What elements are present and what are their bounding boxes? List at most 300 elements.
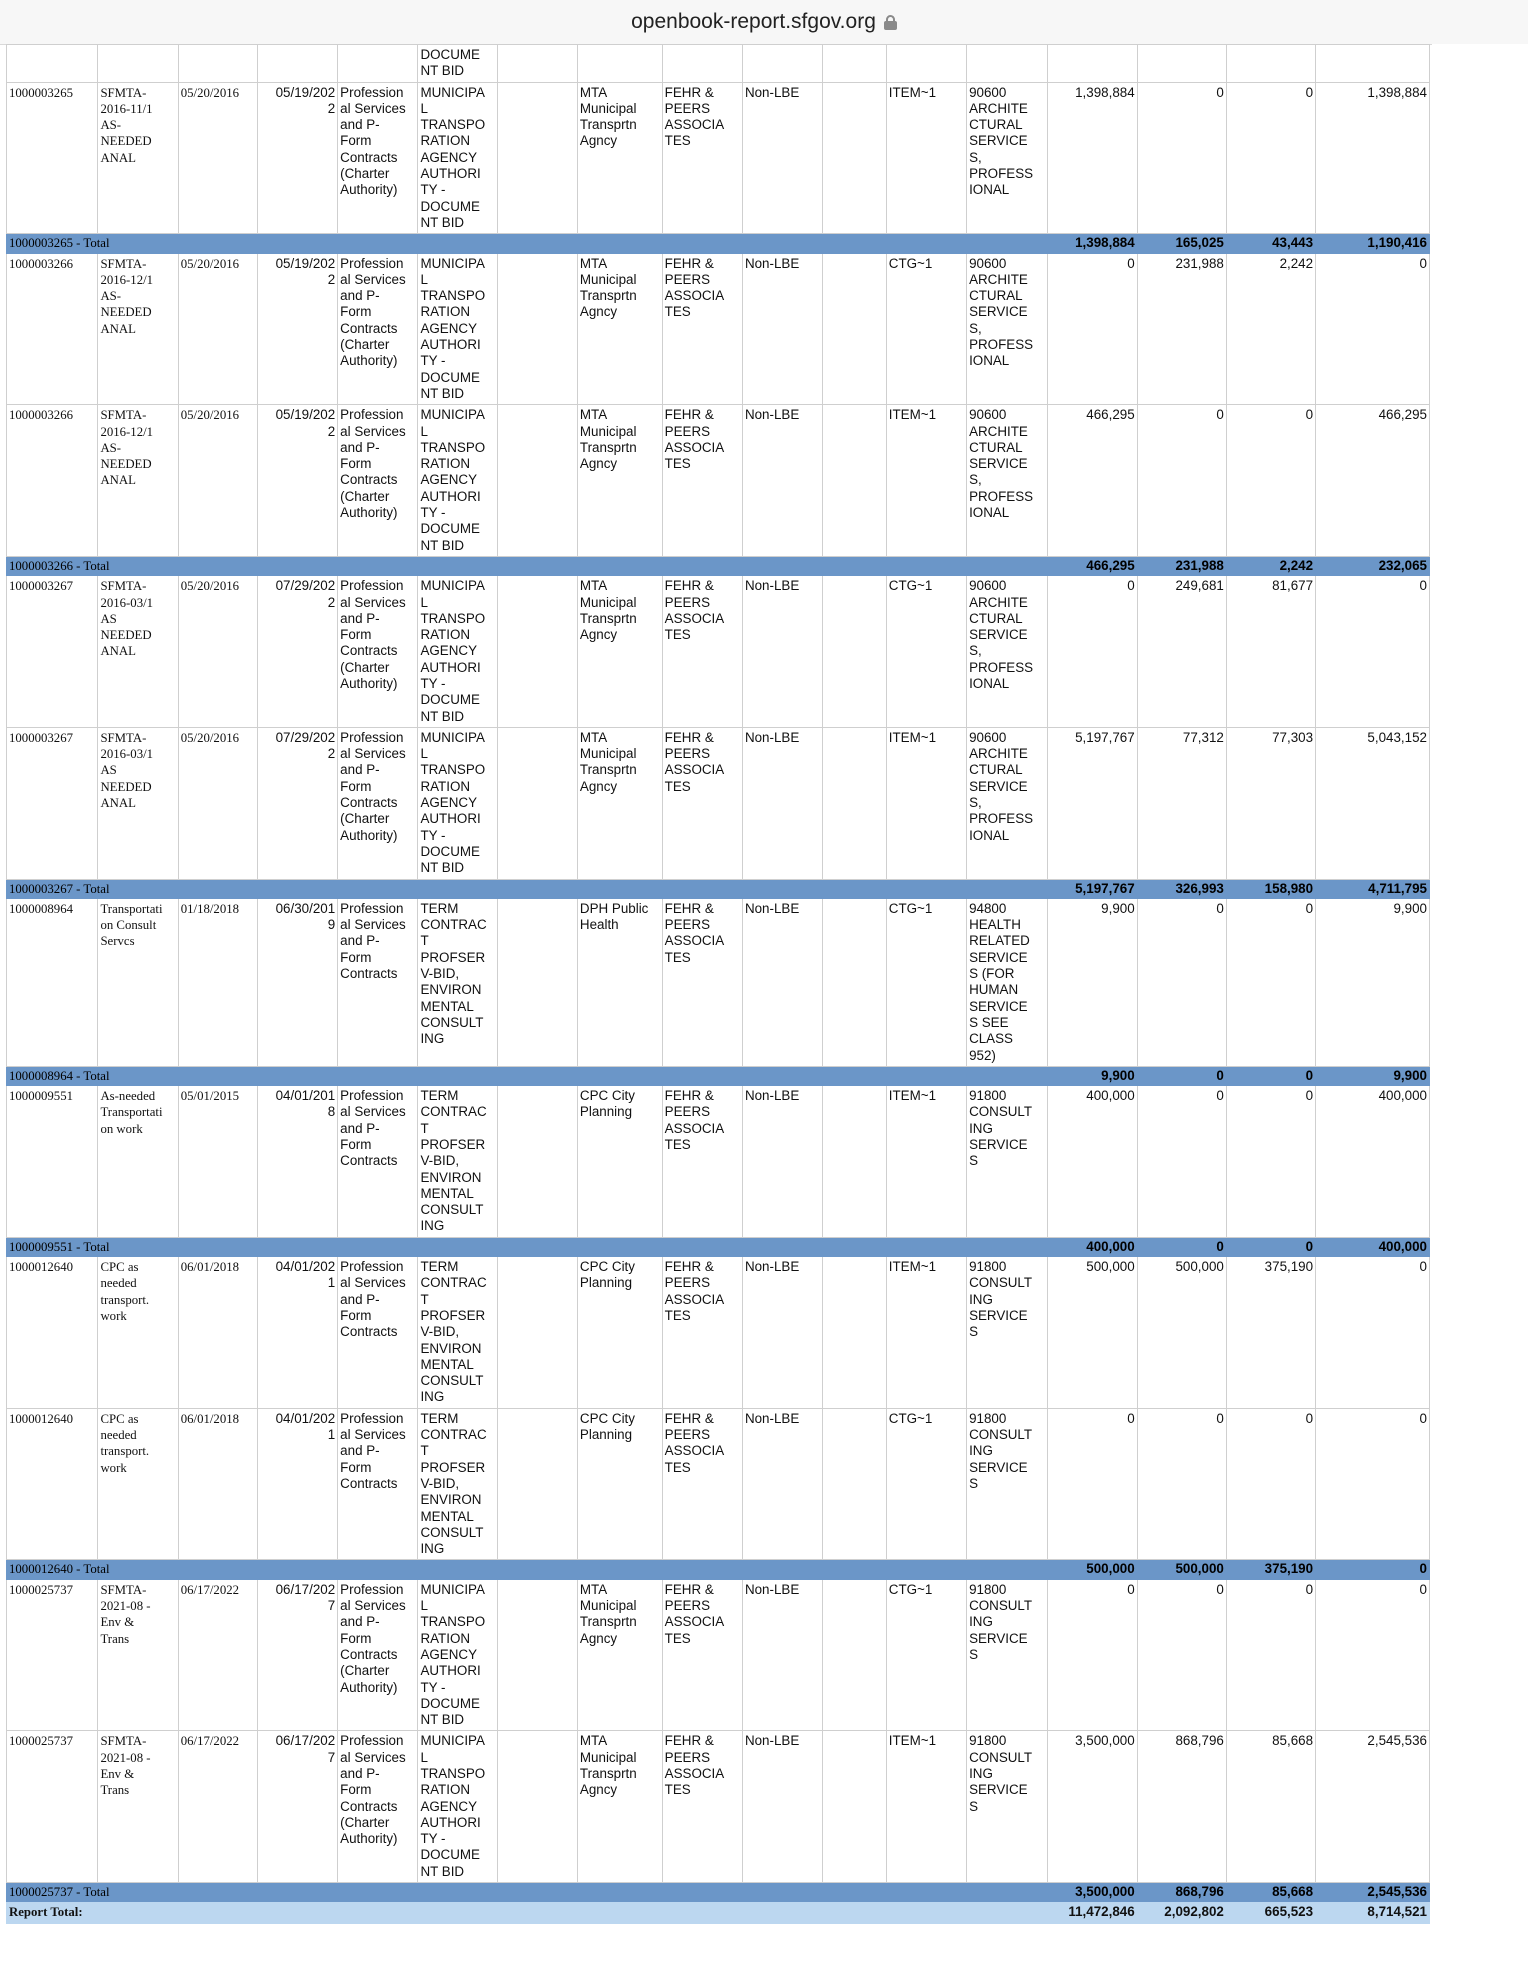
supplier-cell-line: ASSOCIA [664, 1765, 725, 1781]
contract-type-cell-line: al Services [340, 1275, 406, 1291]
description-cell-line: TERM [420, 900, 459, 916]
supplier-cell [662, 576, 742, 728]
total-amount-cell: 0 [1316, 1560, 1430, 1579]
commodity-cell-line: S (FOR [969, 966, 1015, 982]
commodity-cell-line: ARCHITE [969, 271, 1028, 287]
description-cell-line: MENTAL [420, 1185, 474, 1201]
amount-cell: 0 [1137, 405, 1226, 557]
commodity-cell-line: CONSULT [969, 1598, 1033, 1614]
po-title-cell [98, 82, 178, 234]
commodity-cell [967, 1731, 1048, 1883]
contract-type-cell-line: and P- [340, 288, 380, 304]
department-cell-line: Transprtn [579, 1765, 637, 1781]
supplier-cell-line: TES [664, 304, 691, 320]
description-cell-line: CONSULT [420, 1014, 484, 1030]
supplier-cell-line: ASSOCIA [664, 610, 725, 626]
subtotal-label: 1000003267 - Total [7, 879, 1048, 898]
empty-cell [497, 576, 577, 728]
supplier-cell-line: TES [664, 456, 691, 472]
contract-type-cell-line: Contracts [340, 1324, 398, 1340]
po-title-cell [98, 576, 178, 728]
description-cell-line: ING [420, 1389, 445, 1405]
description-cell-line: ING [420, 1541, 445, 1557]
supplier-cell-line: FEHR & [664, 1088, 714, 1104]
report-body [7, 45, 1430, 1924]
contract-type-cell-line: Profession [340, 1581, 404, 1597]
description-cell-line: NT BID [420, 708, 465, 724]
po-title-cell [98, 1257, 178, 1409]
start-date-cell: 05/20/2016 [178, 82, 257, 234]
start-date-cell: 06/17/2022 [178, 1731, 257, 1883]
description-cell-line: AGENCY [420, 795, 478, 811]
table-row [7, 1086, 1430, 1238]
commodity-cell-line: 91800 [969, 1259, 1007, 1275]
total-amount-cell: 0 [1226, 1237, 1315, 1256]
lbe-cell: Non-LBE [742, 1257, 822, 1409]
supplier-cell-line: PEERS [664, 1749, 711, 1765]
amount-cell: 466,295 [1316, 405, 1430, 557]
empty-cell [823, 1086, 887, 1238]
commodity-cell-line: ING [969, 1765, 993, 1781]
total-amount-cell: 8,714,521 [1316, 1902, 1430, 1923]
department-cell-line: Municipal [579, 746, 637, 762]
po-title-cell-line: NEEDED [100, 779, 152, 794]
description-cell-line: CONTRAC [420, 917, 487, 933]
description-fragment [418, 45, 497, 83]
description-cell-line: NT BID [420, 214, 465, 230]
contract-type-cell-line: Profession [340, 1088, 404, 1104]
end-date-cell-line: 8 [327, 1104, 336, 1120]
description-cell-line: CONTRAC [420, 1275, 487, 1291]
description-cell-line: TRANSPO [420, 288, 486, 304]
total-amount-cell: 232,065 [1316, 556, 1430, 575]
po-title-cell-line: work [100, 1460, 127, 1475]
description-cell [418, 1086, 497, 1238]
department-cell-line: Agncy [579, 1782, 618, 1798]
total-amount-cell: 500,000 [1137, 1560, 1226, 1579]
contract-type-cell-line: Form [340, 133, 372, 149]
end-date-cell [257, 405, 337, 557]
commodity-cell-line: SERVICE [969, 949, 1028, 965]
contract-type-cell-line: (Charter [340, 811, 390, 827]
description-line: NT BID [420, 63, 465, 79]
description-cell-line: NT BID [420, 1863, 465, 1879]
supplier-cell-line: TES [664, 1137, 691, 1152]
empty-cell [497, 405, 577, 557]
url-display[interactable] [631, 10, 897, 34]
description-cell-line: TERM [420, 1088, 459, 1104]
supplier-cell [662, 898, 742, 1066]
department-cell-line: Planning [579, 1275, 633, 1291]
commodity-cell-line: SERVICE [969, 1782, 1028, 1798]
amount-cell: 0 [1226, 898, 1315, 1066]
po-number-cell: 1000012640 [7, 1257, 98, 1409]
description-cell-line: MENTAL [420, 1508, 474, 1524]
commodity-cell-line: ING [969, 1614, 993, 1630]
end-date-cell-line: 07/29/202 [275, 578, 336, 594]
description-cell-line: NT BID [420, 860, 465, 876]
contract-type-cell-line: and P- [340, 117, 380, 133]
total-amount-cell: 165,025 [1137, 234, 1226, 253]
amount-cell: 1,398,884 [1048, 82, 1137, 234]
commodity-cell [967, 1257, 1048, 1409]
commodity-cell [967, 898, 1048, 1066]
contract-type-cell-line: Profession [340, 1259, 404, 1275]
commodity-cell-line: 94800 [969, 900, 1007, 916]
department-cell-line: MTA [579, 255, 608, 271]
subtotal-row [7, 1237, 1430, 1256]
supplier-cell-line: FEHR & [664, 578, 714, 594]
description-cell-line: TY - [420, 675, 446, 691]
department-cell-line: Municipal [579, 423, 637, 439]
commodity-cell-line: S SEE [969, 1014, 1009, 1030]
department-cell-line: Agncy [579, 304, 618, 320]
description-cell-line: ENVIRON [420, 982, 482, 998]
line-cell: CTG~1 [886, 1579, 966, 1731]
browser-address-bar[interactable] [0, 0, 1528, 45]
table-row [7, 727, 1430, 879]
department-cell [577, 727, 662, 879]
po-number-cell: 1000003265 [7, 82, 98, 234]
contract-type-cell-line: Authority) [340, 182, 398, 198]
department-cell-line: Planning [579, 1104, 633, 1120]
supplier-cell-line: ASSOCIA [664, 439, 725, 455]
description-cell-line: MENTAL [420, 998, 474, 1014]
empty-cell [823, 1257, 887, 1409]
total-amount-cell: 665,523 [1226, 1902, 1315, 1923]
end-date-cell [257, 1731, 337, 1883]
contract-type-cell-line: Profession [340, 578, 404, 594]
po-title-cell-line: AS- [100, 289, 122, 304]
amount-cell: 0 [1137, 1086, 1226, 1238]
end-date-cell [257, 253, 337, 405]
commodity-cell [967, 1086, 1048, 1238]
contract-type-cell-line: Profession [340, 900, 404, 916]
commodity-cell-line: CTURAL [969, 288, 1023, 304]
amount-cell: 9,900 [1316, 898, 1430, 1066]
description-cell-line: TY - [420, 1679, 446, 1695]
po-title-cell-line: transport. [100, 1292, 150, 1307]
amount-cell: 0 [1137, 898, 1226, 1066]
contract-type-cell-line: and P- [340, 933, 380, 949]
contract-type-cell-line: (Charter [340, 1814, 390, 1830]
po-title-cell-line: SFMTA- [100, 1734, 147, 1749]
end-date-cell-line: 05/19/202 [275, 255, 336, 271]
amount-cell: 0 [1226, 1408, 1315, 1560]
po-title-cell-line: needed [100, 1276, 137, 1291]
po-title-cell-line: 2016-03/1 [100, 747, 154, 762]
description-cell-line: V-BID, [420, 1153, 460, 1169]
commodity-cell-line: S [969, 1324, 978, 1340]
po-title-cell-line: Trans [100, 1631, 130, 1646]
supplier-cell-line: FEHR & [664, 407, 714, 423]
contract-type-cell-line: Form [340, 304, 372, 320]
supplier-cell-line: PEERS [664, 271, 711, 287]
commodity-cell-line: PROFESS [969, 166, 1034, 182]
subtotal-label: 1000025737 - Total [7, 1883, 1048, 1902]
subtotal-label: 1000009551 - Total [7, 1237, 1048, 1256]
commodity-cell-line: S [969, 1646, 978, 1662]
description-cell-line: NT BID [420, 537, 465, 553]
contract-type-cell-line: and P- [340, 1443, 380, 1459]
po-title-cell-line: SFMTA- [100, 579, 147, 594]
commodity-cell-line: 90600 [969, 578, 1007, 594]
description-cell-line: RATION [420, 627, 471, 643]
supplier-cell-line: ASSOCIA [664, 933, 725, 949]
description-cell-line: L [420, 1598, 428, 1614]
amount-cell: 400,000 [1048, 1086, 1137, 1238]
subtotal-row [7, 556, 1430, 575]
po-title-cell-line: ANAL [100, 796, 136, 811]
total-amount-cell: 158,980 [1226, 879, 1315, 898]
amount-cell: 249,681 [1137, 576, 1226, 728]
po-title-cell-line: SFMTA- [100, 730, 147, 745]
supplier-cell-line: TES [664, 1782, 691, 1798]
empty-cell [497, 1086, 577, 1238]
description-cell-line: DOCUME [420, 521, 480, 537]
contract-type-cell [338, 727, 418, 879]
supplier-cell-line: FEHR & [664, 1410, 714, 1426]
po-title-cell-line: AS- [100, 118, 122, 133]
contract-type-cell-line: Contracts [340, 1475, 398, 1491]
url-text[interactable]: openbook-report.sfgov.org [631, 10, 876, 33]
total-amount-cell: 2,092,802 [1137, 1902, 1226, 1923]
description-cell-line: DOCUME [420, 1847, 480, 1863]
lbe-cell: Non-LBE [742, 898, 822, 1066]
department-cell [577, 1579, 662, 1731]
amount-cell: 0 [1048, 1579, 1137, 1731]
amount-cell: 85,668 [1226, 1731, 1315, 1883]
department-cell [577, 1086, 662, 1238]
supplier-cell-line: FEHR & [664, 729, 714, 745]
contract-type-cell-line: Form [340, 1137, 372, 1152]
table-row [7, 576, 1430, 728]
commodity-cell-line: 90600 [969, 407, 1007, 423]
table-row [7, 1408, 1430, 1560]
commodity-cell-line: HEALTH [969, 917, 1021, 933]
contract-type-cell-line: Profession [340, 255, 404, 271]
line-cell: CTG~1 [886, 576, 966, 728]
commodity-cell-line: IONAL [969, 827, 1010, 843]
commodity-cell-line: HUMAN [969, 982, 1019, 998]
description-cell-line: ENVIRON [420, 1169, 482, 1185]
subtotal-label: 1000003266 - Total [7, 556, 1048, 575]
po-title-cell-line: SFMTA- [100, 408, 147, 423]
department-cell [577, 1408, 662, 1560]
po-title-cell-line: NEEDED [100, 134, 152, 149]
subtotal-label: 1000008964 - Total [7, 1066, 1048, 1085]
po-title-cell-line: Env & [100, 1615, 135, 1630]
commodity-cell-line: S, [969, 643, 982, 659]
commodity-cell-line: SERVICE [969, 304, 1028, 320]
total-amount-cell: 231,988 [1137, 556, 1226, 575]
supplier-cell [662, 405, 742, 557]
supplier-cell-line: TES [664, 627, 691, 643]
table-row [7, 1579, 1430, 1731]
description-cell-line: TRANSPO [420, 1614, 486, 1630]
empty-cell [823, 253, 887, 405]
po-title-cell-line: needed [100, 1428, 137, 1443]
department-cell-line: Municipal [579, 100, 637, 116]
po-title-cell-line: Trans [100, 1783, 130, 1798]
amount-cell: 375,190 [1226, 1257, 1315, 1409]
description-cell-line: TRANSPO [420, 1765, 486, 1781]
amount-cell: 77,303 [1226, 727, 1315, 879]
po-title-cell-line: CPC as [100, 1411, 139, 1426]
po-title-cell-line: NEEDED [100, 628, 152, 643]
description-cell [418, 727, 497, 879]
description-cell [418, 1257, 497, 1409]
description-cell-line: L [420, 271, 428, 287]
supplier-cell-line: TES [664, 1459, 691, 1475]
commodity-cell-line: S, [969, 149, 982, 165]
end-date-cell [257, 727, 337, 879]
description-cell-line: AUTHORI [420, 1814, 481, 1830]
contract-type-cell [338, 1408, 418, 1560]
empty-cell [823, 1408, 887, 1560]
contract-type-cell [338, 1257, 418, 1409]
supplier-cell-line: ASSOCIA [664, 1443, 725, 1459]
description-cell [418, 576, 497, 728]
department-cell-line: Agncy [579, 456, 618, 472]
department-cell-line: CPC City [579, 1410, 635, 1426]
description-cell-line: CONSULT [420, 1524, 484, 1540]
contract-type-cell-line: and P- [340, 610, 380, 626]
po-title-cell-line: SFMTA- [100, 256, 147, 271]
empty-cell [823, 1731, 887, 1883]
end-date-cell [257, 82, 337, 234]
description-cell-line: TY - [420, 182, 446, 198]
po-title-cell-line: SFMTA- [100, 85, 147, 100]
amount-cell: 81,677 [1226, 576, 1315, 728]
description-cell-line: RATION [420, 1630, 471, 1646]
empty-cell [823, 405, 887, 557]
po-title-cell-line: Transportati [100, 1105, 163, 1120]
department-cell-line: Municipal [579, 594, 637, 610]
department-cell [577, 405, 662, 557]
description-cell-line: TY - [420, 827, 446, 843]
po-title-cell-line: 2016-03/1 [100, 595, 154, 610]
total-amount-cell: 326,993 [1137, 879, 1226, 898]
po-number-cell: 1000003266 [7, 405, 98, 557]
description-cell-line: CONTRAC [420, 1427, 487, 1443]
lock-icon [884, 15, 897, 30]
description-cell-line: TRANSPO [420, 117, 486, 133]
lbe-cell: Non-LBE [742, 405, 822, 557]
contract-type-cell-line: Form [340, 949, 372, 965]
table-row [7, 1257, 1430, 1409]
supplier-cell-line: TES [664, 949, 691, 965]
commodity-cell-line: 91800 [969, 1410, 1007, 1426]
department-cell-line: Transprtn [579, 439, 637, 455]
description-cell-line: AGENCY [420, 1646, 478, 1662]
end-date-cell-line: 2 [327, 423, 336, 439]
commodity-cell-line: S [969, 1153, 978, 1169]
contract-type-cell-line: Contracts [340, 643, 398, 659]
description-cell-line: PROFSER [420, 1459, 486, 1475]
department-cell-line: Agncy [579, 133, 618, 149]
amount-cell: 231,988 [1137, 253, 1226, 405]
department-cell [577, 82, 662, 234]
contract-type-cell [338, 82, 418, 234]
start-date-cell: 01/18/2018 [178, 898, 257, 1066]
department-cell-line: DPH Public [579, 900, 649, 916]
description-cell [418, 405, 497, 557]
description-cell-line: DOCUME [420, 369, 480, 385]
commodity-cell-line: RELATED [969, 933, 1030, 949]
supplier-cell [662, 1257, 742, 1409]
amount-cell: 0 [1137, 1408, 1226, 1560]
contract-type-cell-line: and P- [340, 762, 380, 778]
contract-type-cell-line: Form [340, 778, 372, 794]
lbe-cell: Non-LBE [742, 727, 822, 879]
end-date-cell [257, 898, 337, 1066]
commodity-cell-line: SERVICE [969, 1630, 1028, 1646]
description-cell-line: MUNICIPA [420, 1581, 485, 1597]
contract-type-cell-line: Contracts [340, 1798, 398, 1814]
supplier-cell-line: FEHR & [664, 84, 714, 100]
contract-type-cell-line: al Services [340, 1598, 406, 1614]
contract-type-cell-line: al Services [340, 1749, 406, 1765]
description-cell-line: AGENCY [420, 1798, 478, 1814]
department-cell-line: Transprtn [579, 1614, 637, 1630]
contract-type-cell-line: Form [340, 627, 372, 643]
po-title-cell-line: CPC as [100, 1260, 139, 1275]
po-title-cell [98, 1086, 178, 1238]
description-cell-line: ENVIRON [420, 1492, 482, 1508]
description-cell-line: NT BID [420, 385, 465, 401]
end-date-cell-line: 2 [327, 746, 336, 762]
commodity-cell [967, 253, 1048, 405]
subtotal-label: 1000003265 - Total [7, 234, 1048, 253]
commodity-cell-line: ARCHITE [969, 594, 1028, 610]
empty-cell [823, 727, 887, 879]
supplier-cell-line: FEHR & [664, 1733, 714, 1749]
contract-type-cell-line: Profession [340, 729, 404, 745]
total-amount-cell: 868,796 [1137, 1883, 1226, 1902]
end-date-cell [257, 1257, 337, 1409]
contract-type-cell-line: Contracts [340, 1646, 398, 1662]
po-title-cell-line: Env & [100, 1766, 135, 1781]
commodity-cell-line: PROFESS [969, 659, 1034, 675]
description-cell-line: AUTHORI [420, 488, 481, 504]
line-cell: ITEM~1 [886, 1731, 966, 1883]
empty-cell [497, 898, 577, 1066]
contract-type-cell-line: Contracts [340, 1153, 398, 1169]
supplier-cell-line: ASSOCIA [664, 1120, 725, 1136]
total-amount-cell: 400,000 [1316, 1237, 1430, 1256]
department-cell-line: Municipal [579, 271, 637, 287]
amount-cell: 466,295 [1048, 405, 1137, 557]
page-margin [1432, 44, 1528, 1985]
po-title-cell [98, 1408, 178, 1560]
commodity-cell-line: ING [969, 1120, 993, 1136]
po-title-cell-line: Transportati [100, 901, 163, 916]
amount-cell: 9,900 [1048, 898, 1137, 1066]
contract-type-cell-line: (Charter [340, 166, 390, 182]
contract-type-cell [338, 576, 418, 728]
amount-cell: 0 [1048, 253, 1137, 405]
department-cell [577, 1731, 662, 1883]
po-title-cell-line: AS- [100, 440, 122, 455]
start-date-cell: 05/20/2016 [178, 253, 257, 405]
supplier-cell-line: PEERS [664, 746, 711, 762]
empty-cell [497, 1731, 577, 1883]
commodity-cell-line: 90600 [969, 729, 1007, 745]
commodity-cell-line: 91800 [969, 1088, 1007, 1104]
contract-type-cell-line: Contracts [340, 472, 398, 488]
po-title-cell [98, 253, 178, 405]
